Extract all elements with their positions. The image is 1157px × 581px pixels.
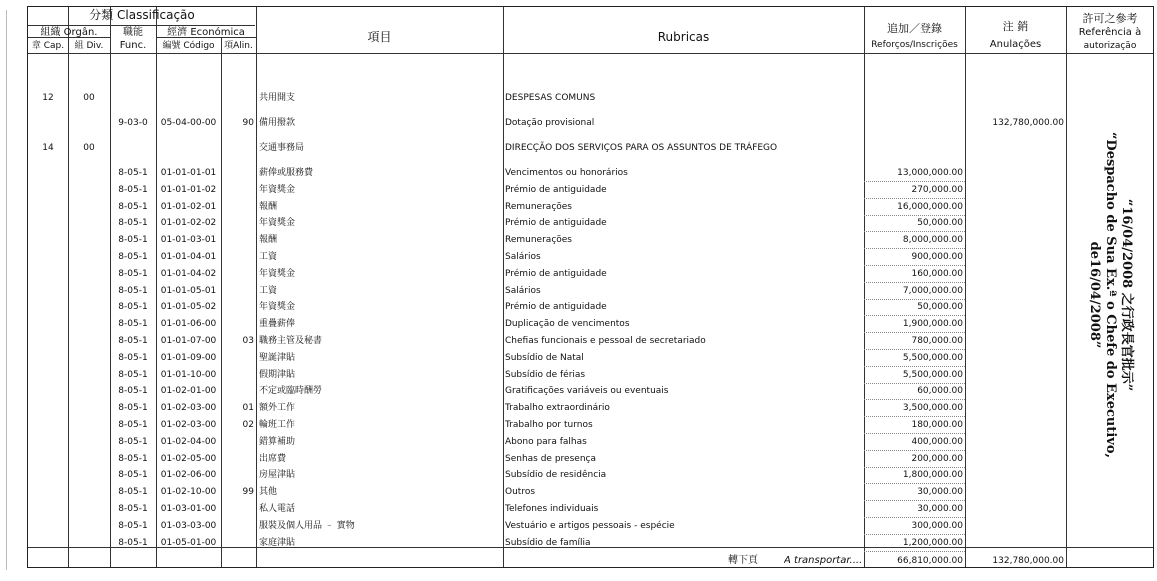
cell-code: 01-02-10-00 <box>160 487 217 498</box>
cell-code: 01-01-01-01 <box>160 168 217 178</box>
cell-ref: 5,500,000.00 <box>902 369 963 380</box>
cell-ref: 5,500,000.00 <box>902 352 963 363</box>
cell-ref: 300,000.00 <box>911 520 963 531</box>
cell-pt: Salários <box>505 252 541 262</box>
cell-code: 01-02-01-00 <box>160 386 217 397</box>
table-row <box>28 467 1153 484</box>
cell-code: 01-01-02-02 <box>160 218 217 229</box>
cell-div: 00 <box>83 93 95 103</box>
cell-code: 01-02-03-00 <box>160 403 217 414</box>
header-classification: 分類 Classificação <box>89 8 195 22</box>
header-econ: 經濟 Económica <box>167 27 245 38</box>
header-div: 組 Div. <box>74 41 104 51</box>
cell-zh: 共用開支 <box>259 93 296 103</box>
cell-func: 8-05-1 <box>118 420 148 430</box>
cell-zh: 年資獎金 <box>259 268 296 279</box>
cell-zh: 錯算補助 <box>259 436 296 447</box>
cell-zh: 私人電話 <box>259 504 296 514</box>
header-func: Func. <box>119 40 147 51</box>
cell-zh: 假期津貼 <box>259 369 296 380</box>
cell-zh: 備用撥款 <box>259 118 296 128</box>
authorization-line3: de16/04/2008” <box>1087 241 1102 349</box>
footer-total-ref: 66,810,000.00 <box>897 556 963 566</box>
cell-pt: Subsídio de família <box>505 537 591 548</box>
authorization-line1: “16/04/2008 之行政長官批示” <box>1119 198 1134 392</box>
cell-pt: Senhas de presença <box>505 453 596 464</box>
header-func-zh: 職能 <box>123 27 143 38</box>
footer-label-zh: 轉下頁 <box>728 555 758 566</box>
cell-code: 01-03-03-00 <box>160 520 217 531</box>
cell-zh: 職務主管及秘書 <box>259 336 323 346</box>
table-row <box>28 350 1153 367</box>
cell-pt: Subsídio de férias <box>505 369 586 380</box>
cell-pt: Duplicação de vencimentos <box>505 319 630 330</box>
cell-ref: 50,000.00 <box>917 218 963 229</box>
row-divider <box>864 551 965 552</box>
cell-zh: 年資獎金 <box>259 218 296 229</box>
cell-code: 01-02-03-00 <box>160 420 217 430</box>
cell-pt: Dotação provisional <box>505 118 595 128</box>
cell-func: 8-05-1 <box>118 470 148 481</box>
cell-anul: 132,780,000.00 <box>992 118 1064 128</box>
cell-func: 8-05-1 <box>118 520 148 531</box>
cell-zh: 交通事務局 <box>259 143 305 153</box>
table-row <box>28 535 1153 552</box>
authorization-reference <box>1066 60 1154 530</box>
cell-pt: Prémio de antiguidade <box>505 218 607 229</box>
table-row <box>28 215 1153 232</box>
cell-code: 01-01-07-00 <box>160 336 217 346</box>
cell-ref: 30,000.00 <box>917 487 963 498</box>
table-row <box>28 367 1153 384</box>
cell-zh: 薪俸或服務費 <box>259 168 314 178</box>
cell-pt: Prémio de antiguidade <box>505 268 607 279</box>
table-row <box>28 316 1153 333</box>
table-row <box>28 434 1153 451</box>
cell-ref: 270,000.00 <box>911 184 963 195</box>
cell-ref: 13,000,000.00 <box>897 168 963 178</box>
header-alin: 項Alin. <box>224 41 253 51</box>
cell-zh: 服裝及個人用品 ﹣ 實物 <box>259 520 355 531</box>
table-row <box>28 232 1153 249</box>
cell-func: 8-05-1 <box>118 201 148 212</box>
cell-zh: 工資 <box>259 285 278 296</box>
cell-alin: 99 <box>242 487 254 498</box>
cell-alin: 01 <box>242 403 254 414</box>
cell-code: 01-01-04-01 <box>160 252 217 262</box>
cell-pt: Trabalho extraordinário <box>505 403 610 414</box>
cell-pt: Remunerações <box>505 201 572 212</box>
cell-alin: 03 <box>242 336 254 346</box>
table-row <box>28 299 1153 316</box>
cell-ref: 1,900,000.00 <box>902 319 963 330</box>
cell-code: 01-03-01-00 <box>160 504 217 514</box>
cell-code: 01-01-10-00 <box>160 369 217 380</box>
cell-zh: 其他 <box>259 487 278 498</box>
cell-func: 8-05-1 <box>118 504 148 514</box>
table-row <box>28 115 1153 132</box>
footer-total-anul: 132,780,000.00 <box>992 556 1064 566</box>
cell-zh: 報酬 <box>259 201 278 212</box>
table-row <box>28 383 1153 400</box>
cell-zh: 報酬 <box>259 235 278 246</box>
cell-zh: 家庭津貼 <box>259 537 296 548</box>
cell-func: 8-05-1 <box>118 537 148 548</box>
table-row <box>28 90 1153 107</box>
cell-code: 01-01-03-01 <box>160 235 217 246</box>
cell-div: 00 <box>83 143 95 153</box>
cell-zh: 重疊薪俸 <box>259 319 296 330</box>
cell-ref: 30,000.00 <box>917 504 963 514</box>
cell-pt: Telefones individuais <box>505 504 599 514</box>
header-item-zh: 項目 <box>367 30 392 44</box>
footer-row <box>28 553 1153 569</box>
header-codigo: 編號 Código <box>162 41 215 51</box>
cell-ref: 400,000.00 <box>911 436 963 447</box>
header-cap: 章 Cap. <box>31 41 65 51</box>
cell-code: 01-02-05-00 <box>160 453 217 464</box>
footer-label-pt: A transportar.... <box>784 555 863 566</box>
table-row <box>28 266 1153 283</box>
cell-code: 01-01-09-00 <box>160 352 217 363</box>
cell-zh: 年資獎金 <box>259 302 296 313</box>
cell-pt: Gratificações variáveis ou eventuais <box>505 386 669 397</box>
cell-pt: Outros <box>505 487 536 498</box>
budget-table <box>27 6 1154 568</box>
cell-func: 8-05-1 <box>118 453 148 464</box>
cell-zh: 出席費 <box>259 453 287 464</box>
table-row <box>28 249 1153 266</box>
cell-alin: 90 <box>242 118 254 128</box>
cell-cap: 14 <box>42 143 54 153</box>
cell-zh: 輪班工作 <box>259 420 296 430</box>
cell-pt: Abono para falhas <box>505 436 587 447</box>
cell-pt: Trabalho por turnos <box>505 420 593 430</box>
cell-ref: 50,000.00 <box>917 302 963 313</box>
cell-code: 01-01-01-02 <box>160 184 217 195</box>
table-row <box>28 484 1153 501</box>
cell-func: 8-05-1 <box>118 268 148 279</box>
cell-func: 8-05-1 <box>118 319 148 330</box>
cell-pt: Vencimentos ou honorários <box>505 168 628 178</box>
cell-zh: 額外工作 <box>259 403 296 414</box>
cell-pt: Chefias funcionais e pessoal de secretariado <box>505 336 706 346</box>
cell-pt: Prémio de antiguidade <box>505 302 607 313</box>
table-row <box>28 182 1153 199</box>
header-reforcos: Reforços/Inscrições <box>871 40 958 50</box>
header-ref2: autorização <box>1083 41 1137 51</box>
cell-func: 8-05-1 <box>118 336 148 346</box>
cell-ref: 1,800,000.00 <box>902 470 963 481</box>
table-row <box>28 400 1153 417</box>
cell-func: 8-05-1 <box>118 352 148 363</box>
header-reforcos-zh: 追加／登錄 <box>887 22 942 35</box>
cell-zh: 不定或臨時酬勞 <box>259 386 323 397</box>
cell-ref: 16,000,000.00 <box>897 201 963 212</box>
table-row <box>28 501 1153 518</box>
cell-ref: 1,200,000.00 <box>902 537 963 548</box>
cell-alin: 02 <box>242 420 254 430</box>
cell-func: 8-05-1 <box>118 218 148 229</box>
header-rubricas: Rubricas <box>657 30 710 44</box>
table-row <box>28 165 1153 182</box>
table-row <box>28 283 1153 300</box>
cell-pt: Vestuário e artigos pessoais - espécie <box>505 520 675 531</box>
cell-func: 8-05-1 <box>118 168 148 178</box>
cell-zh: 工資 <box>259 252 278 262</box>
cell-ref: 8,000,000.00 <box>902 235 963 246</box>
cell-ref: 160,000.00 <box>911 268 963 279</box>
cell-ref: 7,000,000.00 <box>902 285 963 296</box>
cell-func: 8-05-1 <box>118 285 148 296</box>
cell-pt: Prémio de antiguidade <box>505 184 607 195</box>
cell-code: 01-01-04-02 <box>160 268 217 279</box>
cell-func: 8-05-1 <box>118 184 148 195</box>
cell-func: 8-05-1 <box>118 386 148 397</box>
cell-func: 8-05-1 <box>118 403 148 414</box>
cell-pt: DIRECÇÃO DOS SERVIÇOS PARA OS ASSUNTOS DE TRÁFEGO <box>505 143 778 153</box>
table-row <box>28 451 1153 468</box>
cell-func: 8-05-1 <box>118 369 148 380</box>
cell-ref: 60,000.00 <box>917 386 963 397</box>
authorization-line2: “Despacho de Sua Ex.ª o Chefe do Executivo, <box>1103 131 1118 459</box>
header-ref: Referência à <box>1078 27 1142 38</box>
table-row <box>28 199 1153 216</box>
header-organ: 組織 Orgân. <box>40 27 98 38</box>
cell-func: 8-05-1 <box>118 487 148 498</box>
cell-func: 8-05-1 <box>118 302 148 313</box>
cell-zh: 聖誕津貼 <box>259 352 296 363</box>
cell-zh: 年資獎金 <box>259 184 296 195</box>
cell-cap: 12 <box>42 93 54 103</box>
header-anulacoes-zh: 注 銷 <box>1002 20 1029 33</box>
cell-code: 01-01-02-01 <box>160 201 217 212</box>
cell-code: 01-01-06-00 <box>160 319 217 330</box>
table-row <box>28 140 1153 157</box>
cell-ref: 200,000.00 <box>911 453 963 464</box>
table-row <box>28 518 1153 535</box>
header-anulacoes: Anulações <box>989 39 1042 50</box>
cell-zh: 房屋津貼 <box>259 470 296 481</box>
cell-func: 9-03-0 <box>118 118 148 128</box>
table-row <box>28 417 1153 434</box>
table-row <box>28 333 1153 350</box>
cell-pt: Subsídio de residência <box>505 470 607 481</box>
cell-pt: Salários <box>505 285 541 296</box>
header-ref-zh: 許可之參考 <box>1082 12 1138 25</box>
cell-code: 05-04-00-00 <box>160 118 217 128</box>
cell-code: 01-02-04-00 <box>160 436 217 447</box>
cell-func: 8-05-1 <box>118 252 148 262</box>
cell-pt: DESPESAS COMUNS <box>505 93 596 103</box>
cell-ref: 900,000.00 <box>911 252 963 262</box>
cell-code: 01-01-05-02 <box>160 302 217 313</box>
cell-pt: Remunerações <box>505 235 572 246</box>
cell-func: 8-05-1 <box>118 235 148 246</box>
cell-code: 01-02-06-00 <box>160 470 217 481</box>
cell-ref: 180,000.00 <box>911 420 963 430</box>
cell-ref: 780,000.00 <box>911 336 963 346</box>
cell-code: 01-05-01-00 <box>160 537 217 548</box>
cell-ref: 3,500,000.00 <box>902 403 963 414</box>
cell-pt: Subsídio de Natal <box>505 352 584 363</box>
cell-func: 8-05-1 <box>118 436 148 447</box>
page-edge-line <box>6 10 7 570</box>
cell-code: 01-01-05-01 <box>160 285 217 296</box>
